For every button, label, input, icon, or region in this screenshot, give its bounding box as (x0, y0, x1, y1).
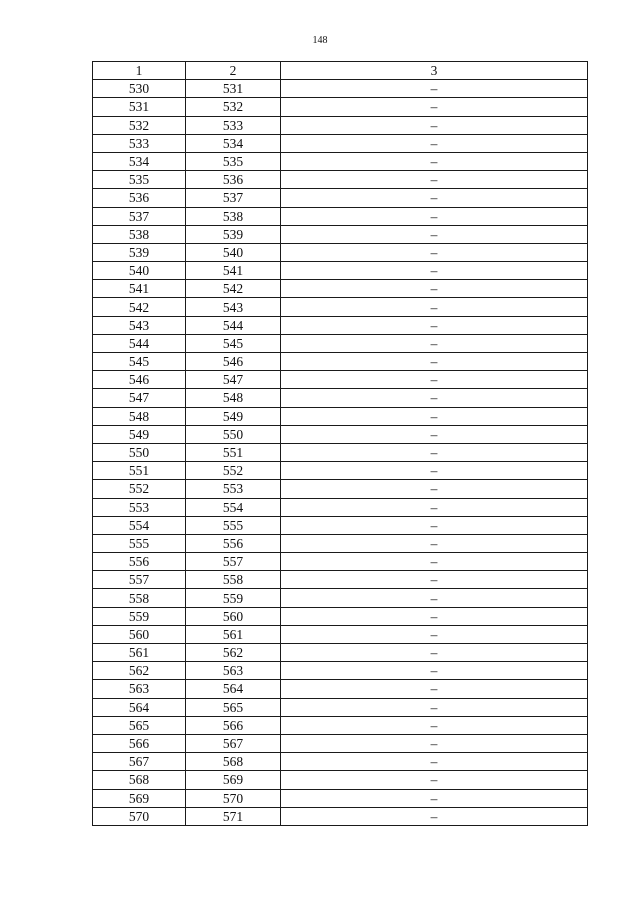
table-cell-col-2: 568 (186, 753, 281, 771)
table-cell-col-1: 539 (93, 243, 186, 261)
table-cell-col-3: – (281, 462, 588, 480)
table-cell-col-3: – (281, 243, 588, 261)
table-row (93, 480, 588, 498)
table-cell-col-1: 562 (93, 662, 186, 680)
data-table (92, 61, 588, 826)
table-cell-col-1: 552 (93, 480, 186, 498)
table-cell-col-1: 530 (93, 80, 186, 98)
table-row (93, 807, 588, 825)
table-cell-col-2: 563 (186, 662, 281, 680)
table-cell-col-2: 533 (186, 116, 281, 134)
table-row (93, 698, 588, 716)
page-number: 148 (312, 35, 328, 46)
table-cell-col-1: 561 (93, 644, 186, 662)
table-cell-col-2: 567 (186, 734, 281, 752)
table-cell-col-3: – (281, 534, 588, 552)
table-cell-col-3: – (281, 298, 588, 316)
table-cell-col-3: – (281, 189, 588, 207)
table-cell-col-1: 559 (93, 607, 186, 625)
table-cell-col-2: 538 (186, 207, 281, 225)
table-cell-col-1: 569 (93, 789, 186, 807)
table-cell-col-1: 564 (93, 698, 186, 716)
table-cell-col-2: 537 (186, 189, 281, 207)
table-cell-col-3: – (281, 516, 588, 534)
table-cell-col-2: 546 (186, 353, 281, 371)
table-cell-col-2: 535 (186, 152, 281, 170)
table-row (93, 152, 588, 170)
table-cell-col-3: – (281, 498, 588, 516)
table-row (93, 644, 588, 662)
table-row (93, 371, 588, 389)
table-cell-col-3: – (281, 553, 588, 571)
table-cell-col-1: 546 (93, 371, 186, 389)
table-cell-col-2: 562 (186, 644, 281, 662)
table-row (93, 316, 588, 334)
table-cell-col-2: 531 (186, 80, 281, 98)
table-cell-col-2: 536 (186, 171, 281, 189)
table-cell-col-2: 532 (186, 98, 281, 116)
table-row (93, 243, 588, 261)
table-row (93, 498, 588, 516)
table-cell-col-2: 555 (186, 516, 281, 534)
table-body (93, 80, 588, 826)
table-cell-col-1: 554 (93, 516, 186, 534)
table-cell-col-1: 532 (93, 116, 186, 134)
table-cell-col-2: 565 (186, 698, 281, 716)
table-row (93, 80, 588, 98)
table-row (93, 425, 588, 443)
table-cell-col-3: – (281, 698, 588, 716)
table-cell-col-1: 568 (93, 771, 186, 789)
table-cell-col-1: 565 (93, 716, 186, 734)
table-cell-col-2: 553 (186, 480, 281, 498)
table-row (93, 207, 588, 225)
table-cell-col-1: 542 (93, 298, 186, 316)
table-cell-col-3: – (281, 152, 588, 170)
table-cell-col-2: 570 (186, 789, 281, 807)
table-cell-col-1: 555 (93, 534, 186, 552)
table-row (93, 334, 588, 352)
table-cell-col-3: – (281, 134, 588, 152)
table-cell-col-1: 560 (93, 625, 186, 643)
table-cell-col-3: – (281, 625, 588, 643)
table-cell-col-2: 554 (186, 498, 281, 516)
table-cell-col-2: 566 (186, 716, 281, 734)
table-row (93, 589, 588, 607)
table-row (93, 753, 588, 771)
table-cell-col-2: 542 (186, 280, 281, 298)
table-cell-col-3: – (281, 389, 588, 407)
table-cell-col-2: 558 (186, 571, 281, 589)
table-cell-col-3: – (281, 644, 588, 662)
table-row (93, 734, 588, 752)
table-cell-col-1: 567 (93, 753, 186, 771)
table-cell-col-3: – (281, 207, 588, 225)
column-header-2: 2 (186, 62, 281, 80)
table-cell-col-2: 552 (186, 462, 281, 480)
table-cell-col-3: – (281, 571, 588, 589)
table-cell-col-3: – (281, 280, 588, 298)
table-cell-col-3: – (281, 753, 588, 771)
table-cell-col-3: – (281, 316, 588, 334)
table-cell-col-1: 550 (93, 443, 186, 461)
table-row (93, 443, 588, 461)
table-cell-col-2: 534 (186, 134, 281, 152)
column-header-3: 3 (281, 62, 588, 80)
table-cell-col-3: – (281, 716, 588, 734)
table-cell-col-3: – (281, 116, 588, 134)
table-row (93, 607, 588, 625)
table-cell-col-2: 545 (186, 334, 281, 352)
table-cell-col-3: – (281, 80, 588, 98)
table-cell-col-2: 551 (186, 443, 281, 461)
table-cell-col-1: 533 (93, 134, 186, 152)
table-row (93, 298, 588, 316)
table-cell-col-3: – (281, 425, 588, 443)
table-cell-col-3: – (281, 262, 588, 280)
column-header-1: 1 (93, 62, 186, 80)
table-cell-col-2: 557 (186, 553, 281, 571)
table-cell-col-1: 544 (93, 334, 186, 352)
table-row (93, 280, 588, 298)
table-cell-col-3: – (281, 480, 588, 498)
table-cell-col-2: 547 (186, 371, 281, 389)
table-cell-col-3: – (281, 589, 588, 607)
table-cell-col-2: 550 (186, 425, 281, 443)
table-row (93, 98, 588, 116)
table-cell-col-2: 544 (186, 316, 281, 334)
table-cell-col-1: 537 (93, 207, 186, 225)
table-cell-col-1: 540 (93, 262, 186, 280)
table-cell-col-3: – (281, 807, 588, 825)
table-cell-col-3: – (281, 680, 588, 698)
table-cell-col-3: – (281, 789, 588, 807)
table-cell-col-2: 549 (186, 407, 281, 425)
table-cell-col-2: 543 (186, 298, 281, 316)
table-row (93, 716, 588, 734)
table-cell-col-1: 557 (93, 571, 186, 589)
table-cell-col-3: – (281, 771, 588, 789)
table-row (93, 189, 588, 207)
table-cell-col-1: 563 (93, 680, 186, 698)
table-cell-col-1: 570 (93, 807, 186, 825)
table-cell-col-3: – (281, 662, 588, 680)
table-cell-col-2: 571 (186, 807, 281, 825)
table-row (93, 389, 588, 407)
table-row (93, 516, 588, 534)
table-cell-col-3: – (281, 371, 588, 389)
table-cell-col-1: 566 (93, 734, 186, 752)
table-cell-col-1: 531 (93, 98, 186, 116)
table-cell-col-3: – (281, 734, 588, 752)
table-row (93, 534, 588, 552)
table-cell-col-3: – (281, 443, 588, 461)
table-cell-col-1: 543 (93, 316, 186, 334)
table-cell-col-1: 536 (93, 189, 186, 207)
table-row (93, 353, 588, 371)
table-cell-col-1: 551 (93, 462, 186, 480)
table-row (93, 662, 588, 680)
table-cell-col-2: 560 (186, 607, 281, 625)
table-cell-col-2: 556 (186, 534, 281, 552)
table-row (93, 171, 588, 189)
table-row (93, 571, 588, 589)
table-row (93, 789, 588, 807)
table-cell-col-1: 553 (93, 498, 186, 516)
table-cell-col-3: – (281, 225, 588, 243)
table-cell-col-3: – (281, 353, 588, 371)
table-row (93, 625, 588, 643)
table-cell-col-1: 535 (93, 171, 186, 189)
table-cell-col-1: 545 (93, 353, 186, 371)
table-cell-col-1: 538 (93, 225, 186, 243)
table-row (93, 262, 588, 280)
table-cell-col-1: 534 (93, 152, 186, 170)
table-cell-col-2: 540 (186, 243, 281, 261)
table-row (93, 462, 588, 480)
table-row (93, 771, 588, 789)
table-cell-col-2: 541 (186, 262, 281, 280)
table-row (93, 553, 588, 571)
table-cell-col-3: – (281, 171, 588, 189)
table-cell-col-1: 547 (93, 389, 186, 407)
table-cell-col-1: 558 (93, 589, 186, 607)
table-row (93, 116, 588, 134)
table-cell-col-3: – (281, 407, 588, 425)
table-cell-col-2: 539 (186, 225, 281, 243)
table-row (93, 225, 588, 243)
table-cell-col-1: 549 (93, 425, 186, 443)
table-row (93, 680, 588, 698)
table-header-row (93, 62, 588, 80)
table-cell-col-2: 548 (186, 389, 281, 407)
table-cell-col-1: 556 (93, 553, 186, 571)
table-cell-col-3: – (281, 98, 588, 116)
table-cell-col-1: 541 (93, 280, 186, 298)
table-cell-col-2: 569 (186, 771, 281, 789)
table-cell-col-2: 564 (186, 680, 281, 698)
table-cell-col-2: 561 (186, 625, 281, 643)
table-row (93, 407, 588, 425)
table-cell-col-1: 548 (93, 407, 186, 425)
table-cell-col-3: – (281, 334, 588, 352)
table-cell-col-3: – (281, 607, 588, 625)
table-row (93, 134, 588, 152)
table-cell-col-2: 559 (186, 589, 281, 607)
